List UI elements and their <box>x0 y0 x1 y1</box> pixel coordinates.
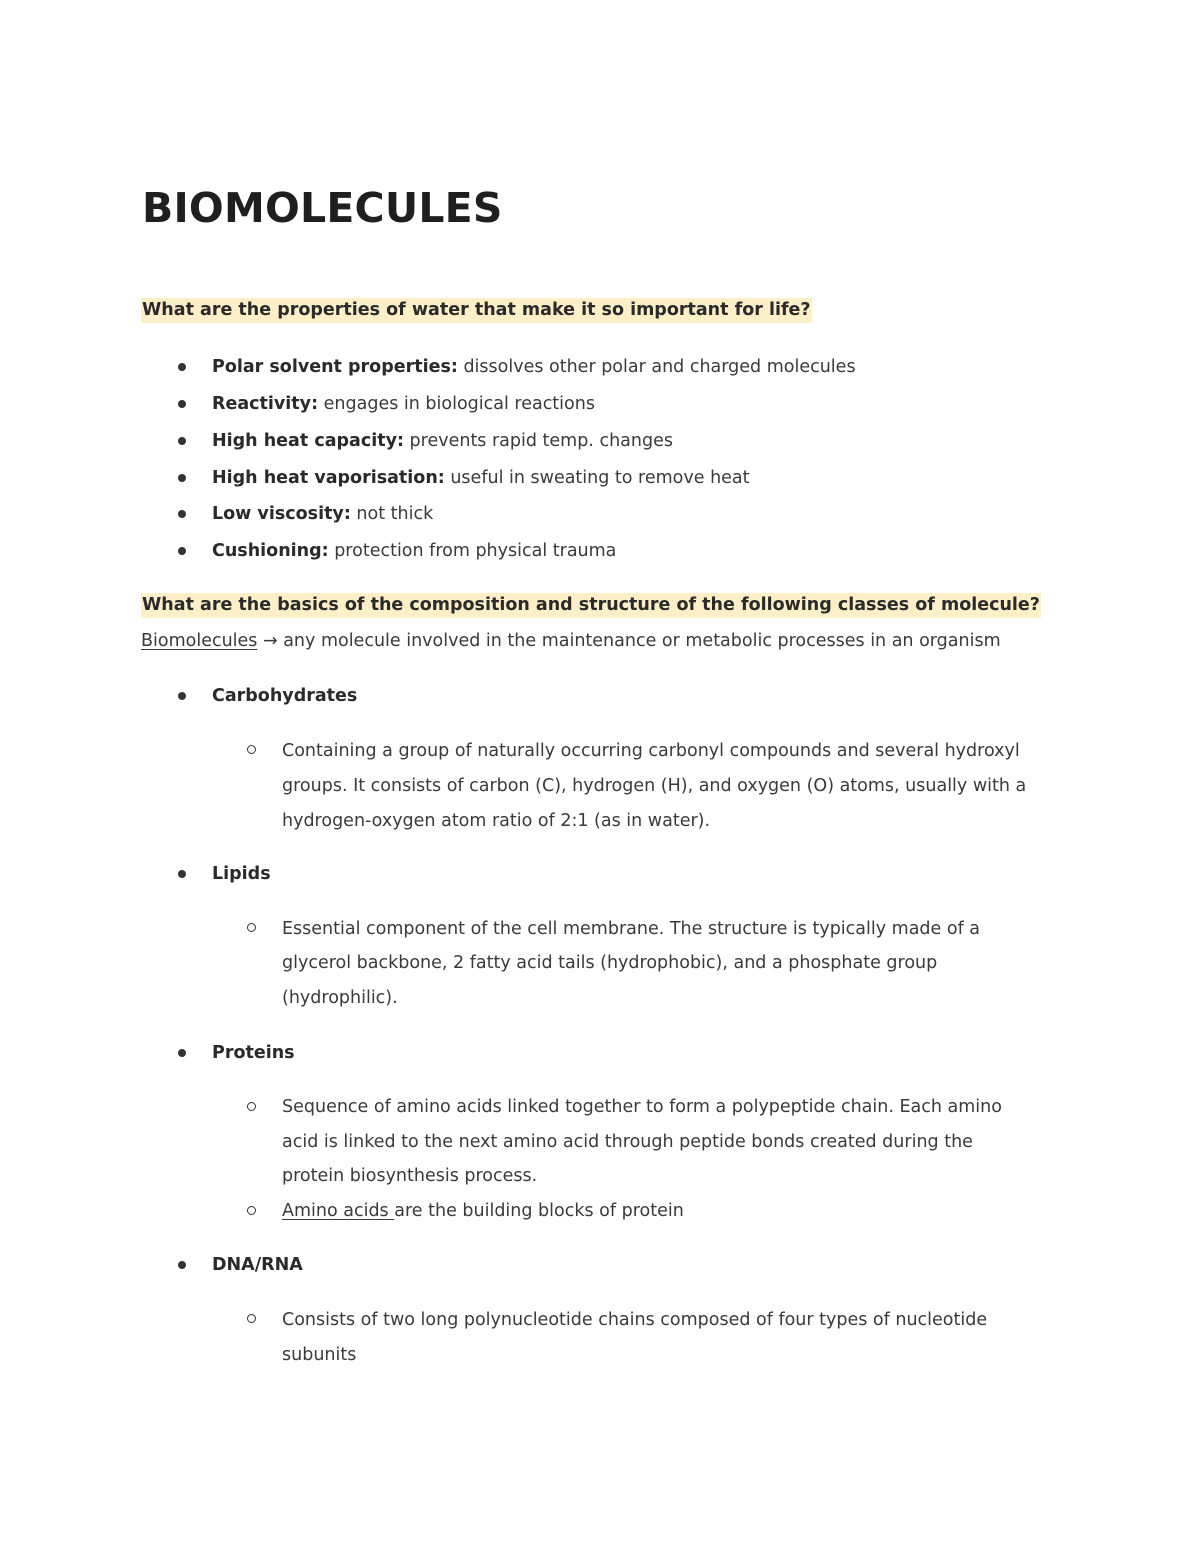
sub-item-line: (hydrophilic). <box>282 988 398 1008</box>
list-item: Reactivity: engages in biological reactions <box>212 394 595 414</box>
list-item: High heat vaporisation: useful in sweating to remove heat <box>212 468 750 488</box>
bullet-icon <box>178 692 186 700</box>
sub-item-line: groups. It consists of carbon (C), hydrogen (H), and oxygen (O) atoms, usually with a <box>282 776 1027 796</box>
bullet-icon <box>178 870 186 878</box>
list-item: High heat capacity: prevents rapid temp. changes <box>212 431 673 451</box>
definition-text: → any molecule involved in the maintenance or metabolic processes in an organism <box>257 631 1001 651</box>
sub-item-line: acid is linked to the next amino acid through peptide bonds created during the <box>282 1132 973 1152</box>
bullet-icon <box>178 1049 186 1057</box>
bullet-icon <box>178 400 186 408</box>
question-water-properties <box>141 296 812 325</box>
sub-item-line: Containing a group of naturally occurring carbonyl compounds and several hydroxyl <box>282 741 1020 761</box>
bullet-icon <box>178 474 186 482</box>
sub-bullet-icon <box>247 1102 256 1111</box>
question-highlight: What are the basics of the composition and structure of the following classes of molecule? <box>141 593 1041 618</box>
sub-item-line: subunits <box>282 1345 357 1365</box>
class-heading-proteins: Proteins <box>212 1043 295 1063</box>
amino-acids-term: Amino acids <box>282 1201 395 1221</box>
bullet-icon <box>178 363 186 371</box>
question-highlight: What are the properties of water that make it so important for life? <box>141 298 812 323</box>
list-item: Cushioning: protection from physical trauma <box>212 541 617 561</box>
class-heading-dna-rna: DNA/RNA <box>212 1255 303 1275</box>
sub-item-line: protein biosynthesis process. <box>282 1166 538 1186</box>
class-heading-lipids: Lipids <box>212 864 271 884</box>
sub-bullet-icon <box>247 745 256 754</box>
sub-item-line: Sequence of amino acids linked together to form a polypeptide chain. Each amino <box>282 1097 1002 1117</box>
document-title: BIOMOLECULES <box>142 184 503 232</box>
list-item: Polar solvent properties: dissolves other polar and charged molecules <box>212 357 856 377</box>
sub-bullet-icon <box>247 1314 256 1323</box>
bullet-icon <box>178 547 186 555</box>
definition-term: Biomolecules <box>141 631 258 651</box>
bullet-icon <box>178 437 186 445</box>
class-heading-carbohydrates: Carbohydrates <box>212 686 358 706</box>
definition-line <box>141 624 1001 658</box>
sub-item-line: glycerol backbone, 2 fatty acid tails (hydrophobic), and a phosphate group <box>282 953 938 973</box>
question-biomolecule-classes <box>141 591 1041 620</box>
sub-bullet-icon <box>247 1206 256 1215</box>
sub-item-line: Consists of two long polynucleotide chains composed of four types of nucleotide <box>282 1310 988 1330</box>
sub-bullet-icon <box>247 923 256 932</box>
sub-item-line: Amino acids are the building blocks of protein <box>282 1201 684 1221</box>
bullet-icon <box>178 1261 186 1269</box>
sub-item-line: Essential component of the cell membrane. The structure is typically made of a <box>282 919 981 939</box>
sub-item-line: hydrogen-oxygen atom ratio of 2:1 (as in water). <box>282 811 711 831</box>
bullet-icon <box>178 510 186 518</box>
list-item: Low viscosity: not thick <box>212 504 434 524</box>
